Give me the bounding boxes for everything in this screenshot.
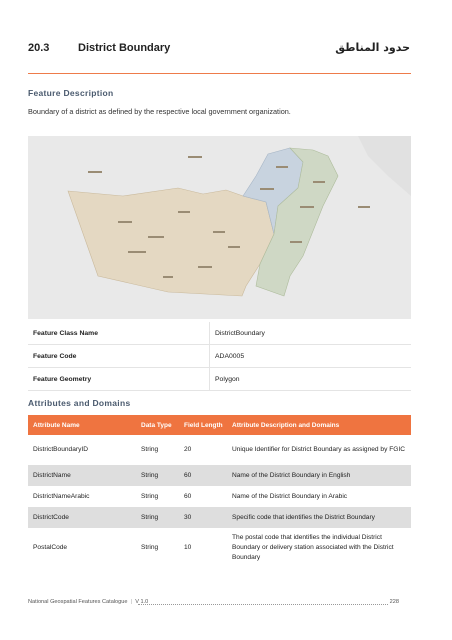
district-boundary-map [28,136,411,319]
feature-description-text: Boundary of a district as defined by the respective local government organization. [28,107,291,116]
table-row [28,528,411,568]
attr-type: String [141,446,159,453]
attr-name: DistrictBoundaryID [33,446,88,453]
arabic-title: حدود المناطق [335,41,410,54]
table-row [28,486,411,507]
attr-length: 30 [179,507,227,528]
attr-name: DistrictName [28,465,136,486]
attr-type: String [141,544,159,551]
section-header [28,42,410,58]
feature-value: Polygon [210,368,412,391]
footer-dotted-leader [138,599,388,605]
column-header: Attribute Name [28,415,136,435]
header-divider [28,73,411,74]
feature-value: DistrictBoundary [210,322,412,345]
attributes-heading: Attributes and Domains [28,398,131,408]
table-header-row [28,415,411,435]
feature-key: Feature Geometry [28,368,210,391]
attr-type: String [141,492,159,500]
attr-type: String [136,507,179,528]
table-row [28,322,411,345]
column-header: Attribute Description and Domains [227,415,411,435]
attr-length: 10 [184,544,192,551]
column-header: Field Length [179,415,227,435]
footer-doc-name: National Geospatial Features Catalogue [28,599,128,605]
section-title: District Boundary [78,42,171,54]
page-footer: National Geospatial Features Catalogue | V 1.0 228 [28,599,399,605]
attr-length: 20 [184,446,192,453]
feature-value: ADA0005 [210,345,412,368]
page-number: 228 [389,599,399,605]
footer-version: V 1.0 [135,599,149,605]
table-row [28,368,411,391]
feature-key: Feature Class Name [28,322,210,345]
attr-desc: Specific code that identifies the District Boundary [227,507,411,528]
attr-desc: Name of the District Boundary in Arabic [232,492,348,500]
attr-type: String [136,465,179,486]
table-row [28,345,411,368]
section-number: 20.3 [28,42,50,54]
attr-desc: Name of the District Boundary in English [227,465,411,486]
feature-description-heading: Feature Description [28,88,114,98]
attr-length: 60 [179,465,227,486]
attr-length: 60 [184,492,192,500]
feature-info-table [28,322,411,391]
table-row [28,435,411,465]
column-header: Data Type [136,415,179,435]
attr-name: DistrictNameArabic [33,492,90,500]
attr-name: PostalCode [33,544,68,551]
attr-desc: The postal code that identifies the individual District Boundary or delivery station associated with the District Boundary [232,534,394,561]
table-row [28,507,411,528]
table-row [28,465,411,486]
feature-key: Feature Code [28,345,210,368]
attributes-table [28,415,411,568]
attr-name: DistrictCode [28,507,136,528]
attr-desc: Unique Identifier for District Boundary as assigned by FGIC [232,446,405,453]
